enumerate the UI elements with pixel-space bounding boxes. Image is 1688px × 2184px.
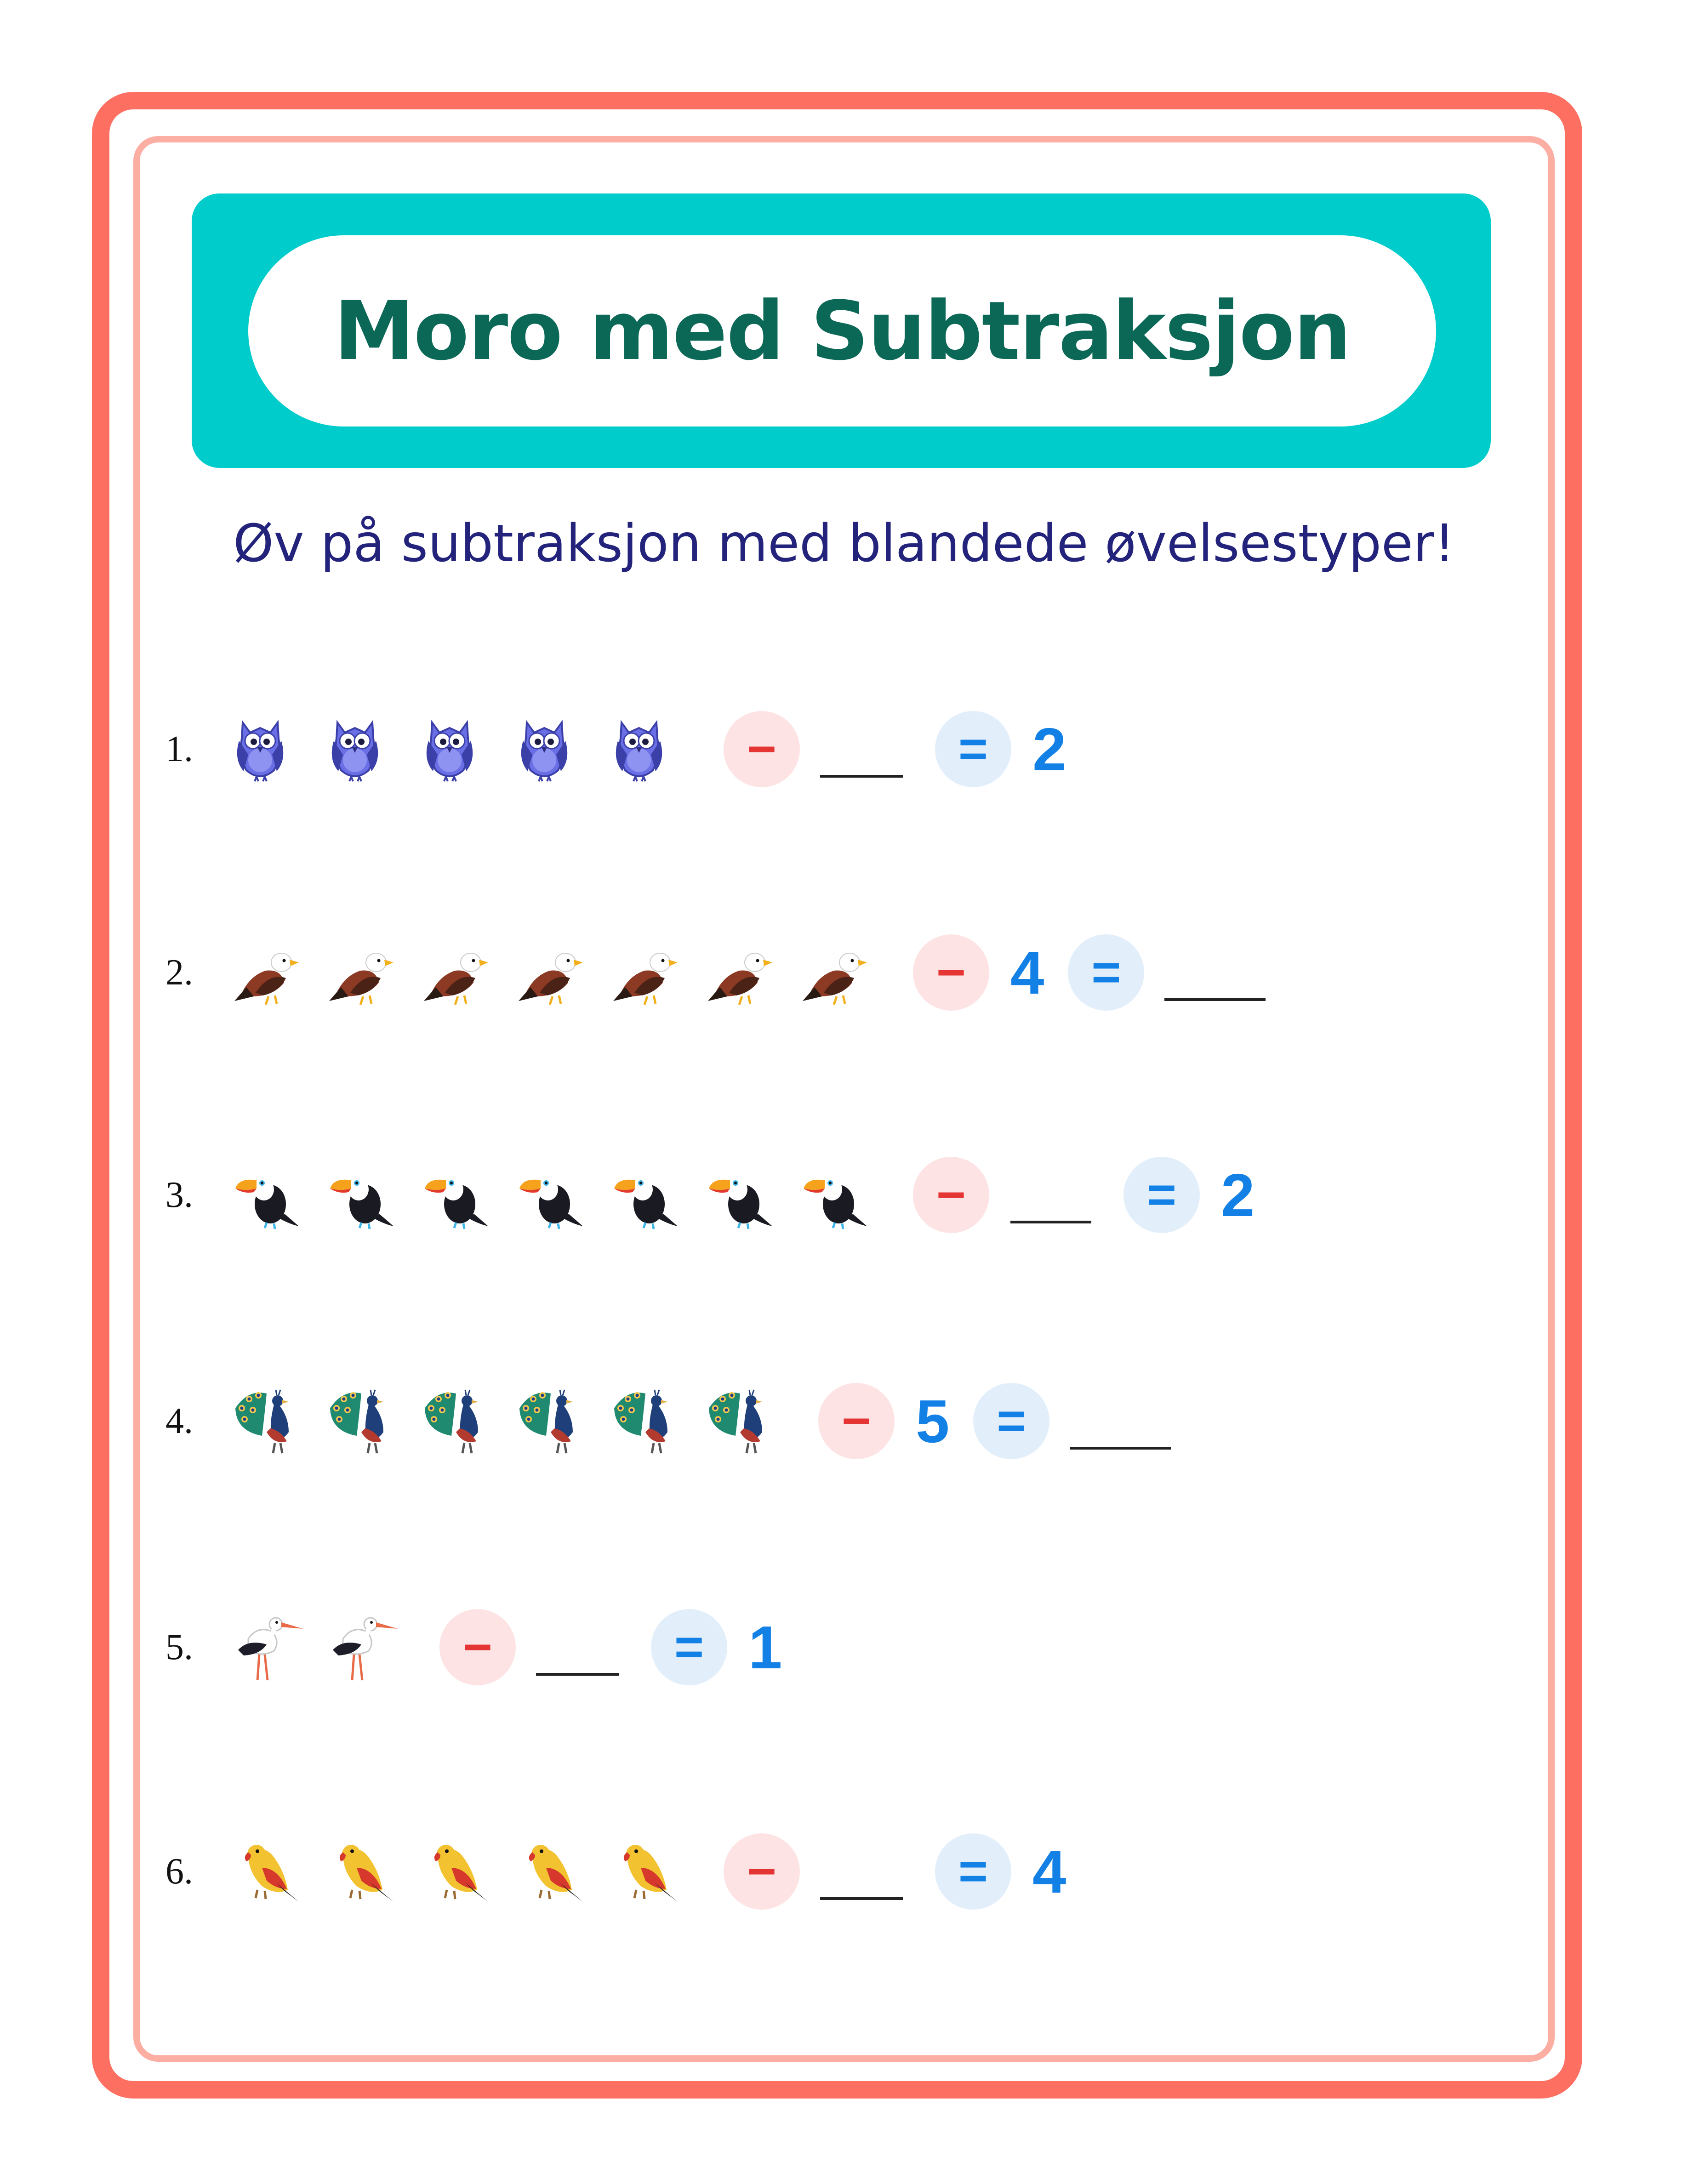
minus-sign: −	[724, 1833, 800, 1910]
minus-sign: −	[724, 711, 800, 787]
problem-number: 6.	[165, 1851, 193, 1892]
answer-blank[interactable]	[1070, 1447, 1171, 1450]
page-subtitle: Øv på subtraksjon med blandede øvelsestyper!	[233, 514, 1455, 574]
stork-icon	[325, 1607, 419, 1688]
problem-row	[165, 1375, 1171, 1467]
owl-icon	[609, 709, 703, 790]
problem-row	[165, 703, 1066, 795]
result-value: 2	[1221, 1161, 1255, 1229]
eagle-icon	[703, 932, 798, 1013]
result-value: 2	[1032, 715, 1066, 783]
toucan-icon	[798, 1155, 893, 1235]
owl-icon	[419, 709, 514, 790]
equals-sign: =	[651, 1609, 727, 1685]
subtrahend-value: 5	[916, 1387, 950, 1455]
eagle-icon	[325, 932, 419, 1013]
animal-group	[230, 1155, 893, 1235]
problem-number: 4.	[165, 1400, 193, 1441]
parrot-icon	[514, 1831, 609, 1912]
peacock-icon	[419, 1381, 514, 1462]
eagle-icon	[798, 932, 893, 1013]
parrot-icon	[419, 1831, 514, 1912]
stork-icon	[230, 1607, 325, 1688]
minus-sign: −	[913, 1157, 989, 1233]
result-value: 4	[1032, 1837, 1066, 1905]
title-pill	[248, 235, 1436, 427]
eagle-icon	[419, 932, 514, 1013]
animal-group	[230, 1607, 419, 1688]
animal-group	[230, 1381, 798, 1462]
problem-number: 1.	[165, 728, 193, 769]
peacock-icon	[609, 1381, 703, 1462]
eagle-icon	[514, 932, 609, 1013]
answer-blank[interactable]	[536, 1673, 619, 1676]
equals-sign: =	[973, 1383, 1049, 1459]
parrot-icon	[609, 1831, 703, 1912]
problem-row	[165, 1149, 1255, 1241]
owl-icon	[514, 709, 609, 790]
toucan-icon	[419, 1155, 514, 1235]
peacock-icon	[325, 1381, 419, 1462]
minus-sign: −	[818, 1383, 895, 1459]
equals-sign: =	[935, 711, 1011, 787]
toucan-icon	[230, 1155, 325, 1235]
result-value: 1	[748, 1613, 782, 1681]
peacock-icon	[230, 1381, 325, 1462]
subtrahend-value: 4	[1010, 938, 1044, 1007]
equals-sign: =	[1068, 934, 1144, 1011]
animal-group	[230, 1831, 703, 1912]
animal-group	[230, 932, 893, 1013]
eagle-icon	[230, 932, 325, 1013]
problem-number: 5.	[165, 1627, 193, 1667]
answer-blank[interactable]	[1010, 1221, 1091, 1223]
parrot-icon	[230, 1831, 325, 1912]
animal-group	[230, 709, 703, 790]
problem-row	[165, 1826, 1066, 1917]
problem-number: 2.	[165, 952, 193, 993]
minus-sign: −	[913, 934, 989, 1011]
page-title: Moro med Subtraksjon	[334, 284, 1351, 378]
answer-blank[interactable]	[820, 1897, 903, 1900]
toucan-icon	[325, 1155, 419, 1235]
equals-sign: =	[1123, 1157, 1200, 1233]
minus-sign: −	[439, 1609, 516, 1685]
toucan-icon	[609, 1155, 703, 1235]
answer-blank[interactable]	[1164, 998, 1266, 1001]
toucan-icon	[514, 1155, 609, 1235]
owl-icon	[230, 709, 325, 790]
eagle-icon	[609, 932, 703, 1013]
problem-row	[165, 1601, 782, 1693]
owl-icon	[325, 709, 419, 790]
toucan-icon	[703, 1155, 798, 1235]
peacock-icon	[703, 1381, 798, 1462]
equals-sign: =	[935, 1833, 1011, 1910]
parrot-icon	[325, 1831, 419, 1912]
problem-row	[165, 927, 1266, 1018]
answer-blank[interactable]	[820, 775, 903, 778]
problem-number: 3.	[165, 1174, 193, 1215]
peacock-icon	[514, 1381, 609, 1462]
